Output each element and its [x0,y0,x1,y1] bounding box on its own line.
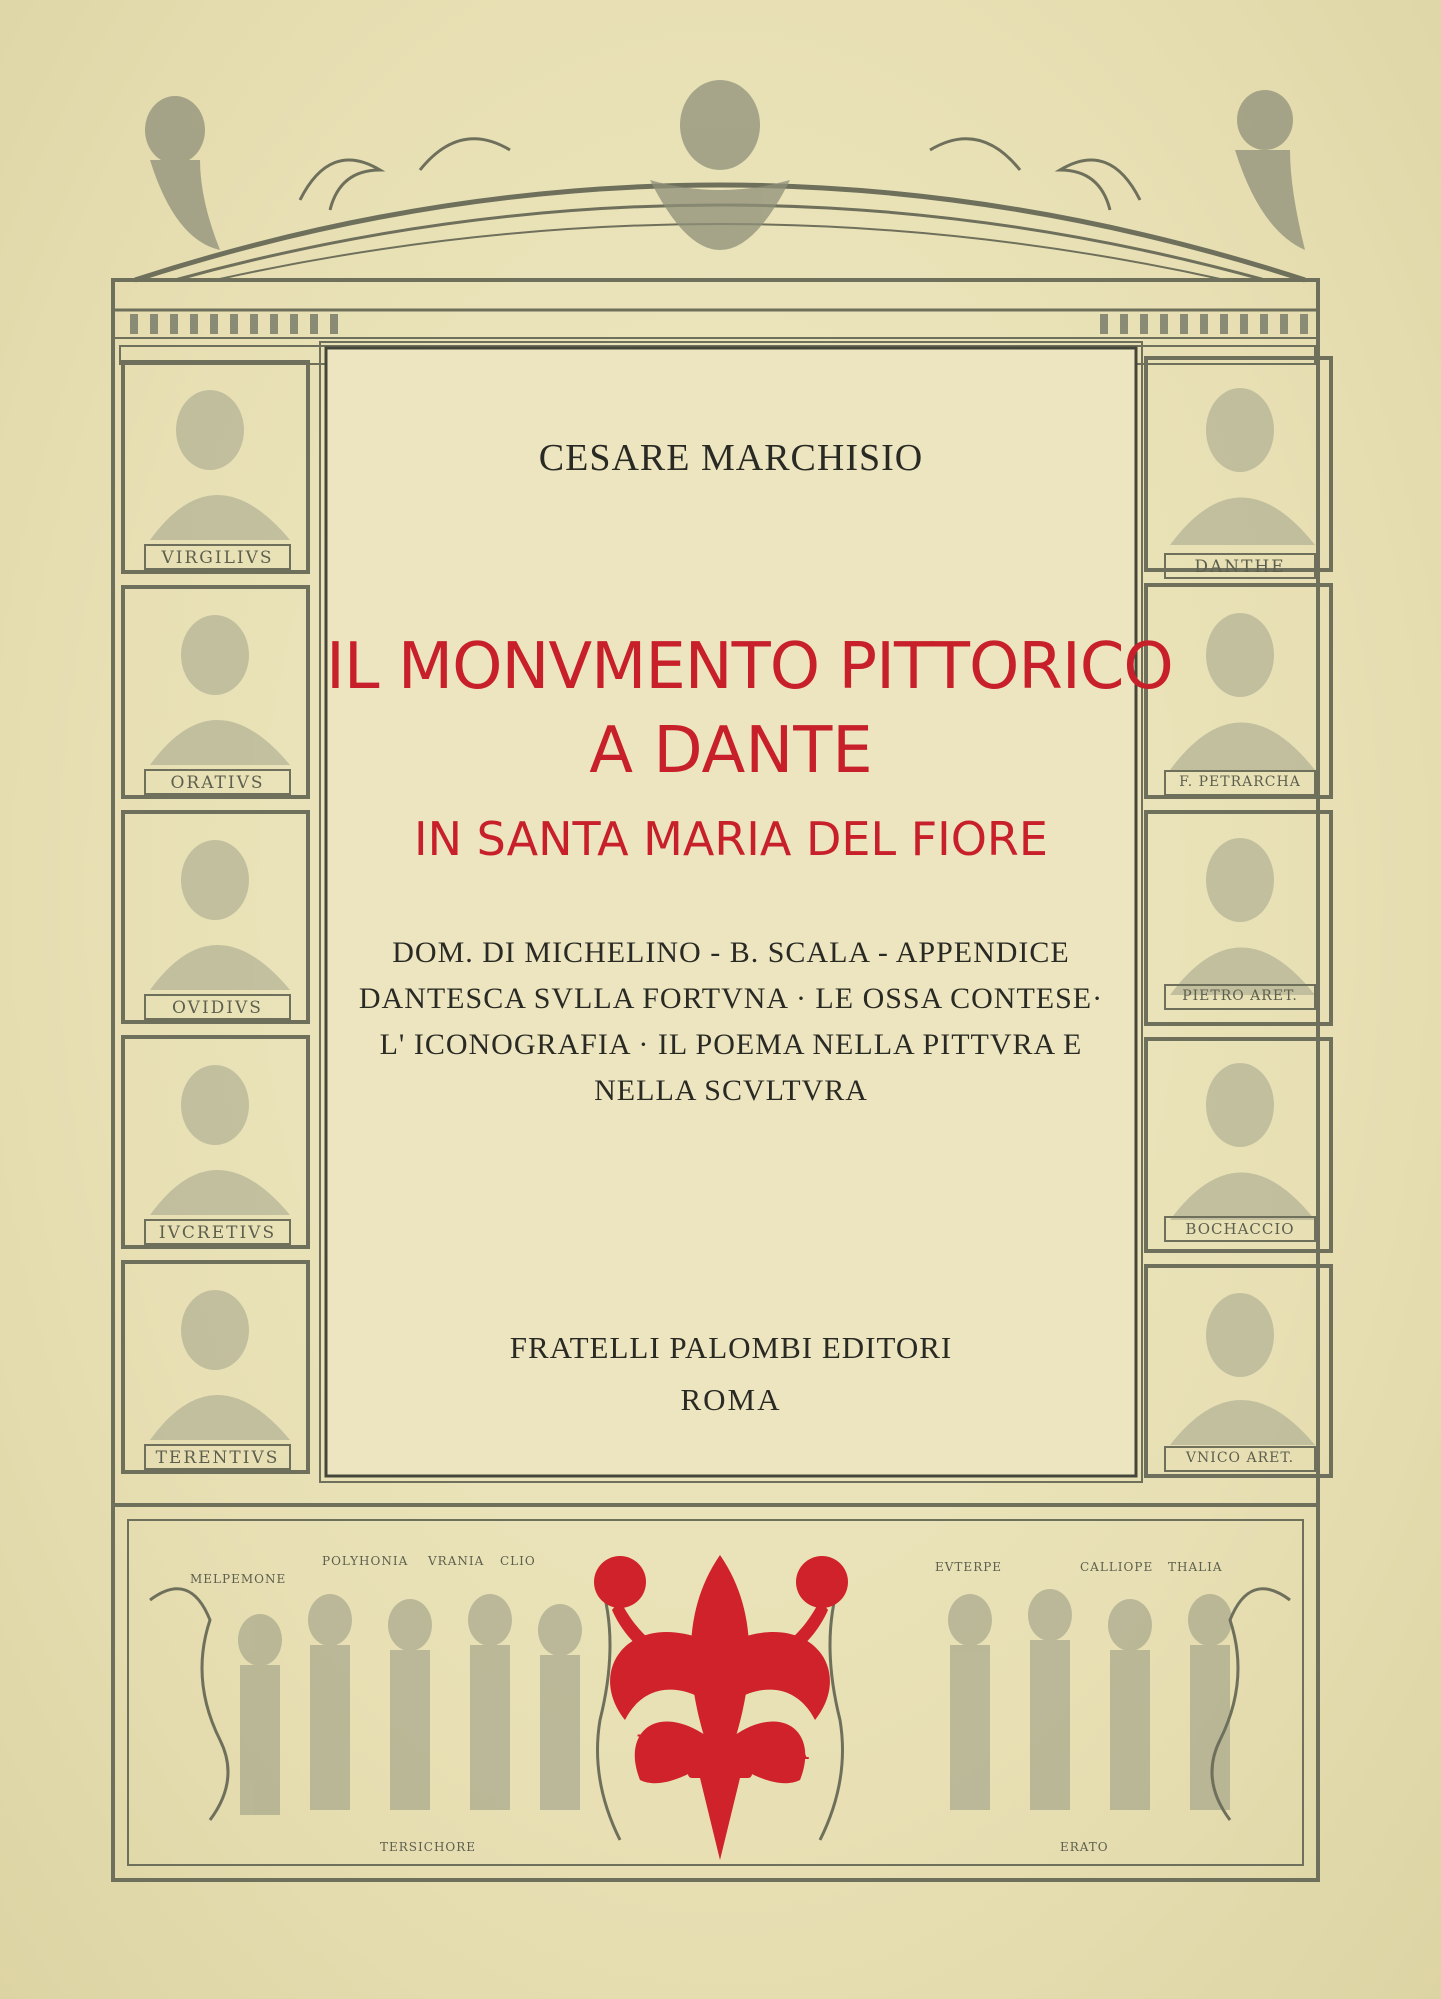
title-line-3: IN SANTA MARIA DEL FIORE [414,812,1048,866]
subtitle-line-3: L' ICONOGRAFIA · IL POEMA NELLA PITTVRA E [379,1028,1083,1061]
portrait-label-petrarcha: F. PETRARCHA [1179,774,1301,790]
portrait-label-ovidius: OVIDIVS [172,998,263,1018]
portrait-label-pietro-aret: PIETRO ARET. [1182,988,1298,1004]
title-panel [326,348,1173,1476]
portrait-label-lucretius: IVCRETIVS [158,1223,277,1243]
portrait-label-oratius: ORATIVS [170,773,265,793]
subtitle-line-2: DANTESCA SVLLA FORTVNA · LE OSSA CONTESE· [358,982,1104,1015]
portrait-label-virgilius: VIRGILIVS [161,548,274,568]
muse-label: EVTERPE [935,1560,1003,1574]
portrait-label-danthe: DANTHE [1194,557,1286,577]
muse-label: THALIA [1168,1560,1223,1574]
publisher-city: ROMA [680,1382,782,1417]
portrait-label-bochaccio: BOCHACCIO [1185,1220,1295,1238]
publisher-name: FRATELLI PALOMBI EDITORI [509,1330,953,1365]
emblem-letter-right: A [782,1728,809,1768]
muse-label: CALLIOPE [1080,1560,1154,1574]
emblem-letter-left: L [636,1728,660,1768]
title-line-1: IL MONVMENTO PITTORICO [326,630,1173,704]
muse-label: POLYHONIA [322,1554,409,1568]
muse-label: TERSICHORE [380,1840,477,1854]
portrait-label-vnico-aret: VNICO ARET. [1185,1450,1295,1466]
portrait-label-terentius: TERENTIVS [155,1448,280,1468]
muse-label: MELPEMONE [190,1572,287,1586]
muse-label: CLIO [500,1554,536,1568]
subtitle-line-1: DOM. DI MICHELINO - B. SCALA - APPENDICE [392,936,1070,969]
author-name: CESARE MARCHISIO [538,437,924,479]
title-line-2: A DANTE [589,714,873,788]
muse-label: VRANIA [428,1554,485,1568]
muse-label: ERATO [1060,1840,1109,1854]
subtitle-line-4: NELLA SCVLTVRA [594,1074,868,1107]
